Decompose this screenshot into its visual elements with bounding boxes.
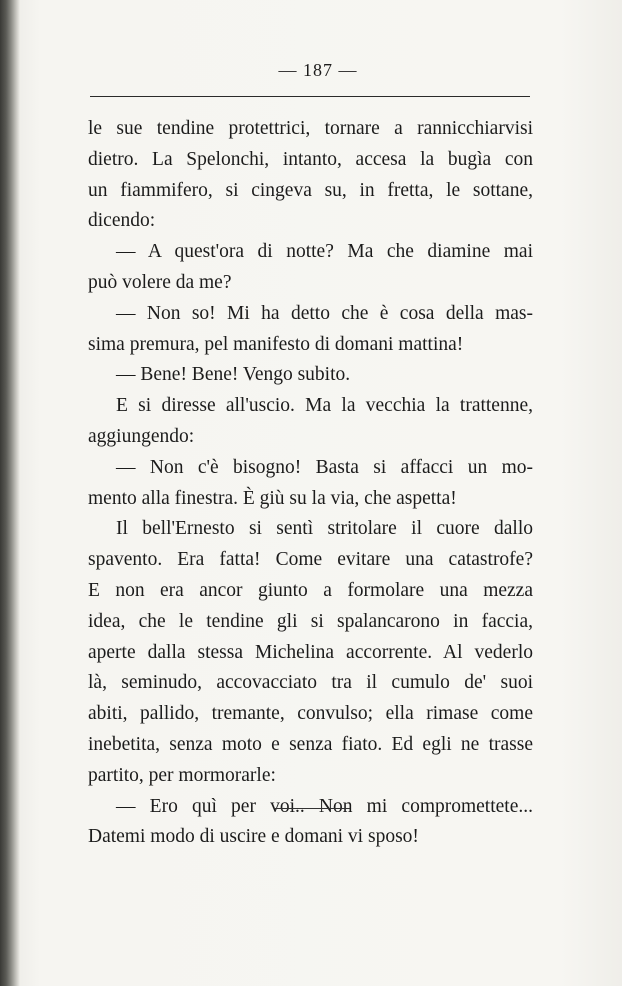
text-line: un fiammifero, si cingeva su, in fretta, le sottane, — [88, 179, 533, 201]
text-line: idea, che le tendine gli si spalancarono in faccia, — [88, 610, 533, 632]
text-line: E non era ancor giunto a formolare una mezza — [88, 579, 533, 601]
header-rule — [90, 96, 530, 97]
text-line: dietro. La Spelonchi, intanto, accesa la bugìa con — [88, 148, 533, 170]
text-line: mento alla finestra. È giù su la via, che aspetta! — [88, 487, 457, 509]
text-line: — Non so! Mi ha detto che è cosa della mas- — [116, 302, 533, 324]
binding-edge — [0, 0, 20, 986]
text-line: dicendo: — [88, 210, 156, 232]
body-text — [88, 114, 533, 853]
text-line: — A quest'ora di notte? Ma che diamine mai — [116, 241, 533, 263]
text-line: — Bene! Bene! Vengo subito. — [116, 364, 351, 386]
text-line: Datemi modo di uscire e domani vi sposo! — [88, 826, 419, 848]
text-line: abiti, pallido, tremante, convulso; ella rimase come — [88, 703, 533, 725]
end-rule — [274, 808, 350, 809]
text-line: Il bell'Ernesto si sentì stritolare il cuore dallo — [116, 518, 533, 540]
text-line: può volere da me? — [88, 271, 232, 293]
text-line: le sue tendine protettrici, tornare a rannicchiarvisi — [88, 118, 533, 139]
text-line: E si diresse all'uscio. Ma la vecchia la trattenne, — [116, 395, 533, 417]
text-line: inebetita, senza moto e senza fiato. Ed egli ne trasse — [88, 733, 533, 755]
text-line: — Non c'è bisogno! Basta si affacci un mo- — [116, 456, 533, 478]
text-line: aperte dalla stessa Michelina accorrente. Al vederlo — [88, 641, 533, 663]
text-line: aggiungendo: — [88, 425, 195, 447]
text-line: là, seminudo, accovacciato tra il cumulo de' suoi — [88, 672, 533, 694]
text-line: partito, per mormorarle: — [88, 764, 276, 786]
text-line: sima premura, pel manifesto di domani mattina! — [88, 333, 464, 355]
text-line: spavento. Era fatta! Come evitare una catastrofe? — [88, 549, 533, 571]
page-number: — 187 — — [278, 60, 358, 80]
text-line: — Ero quì per voi.. Non mi compromettete... — [116, 795, 533, 817]
